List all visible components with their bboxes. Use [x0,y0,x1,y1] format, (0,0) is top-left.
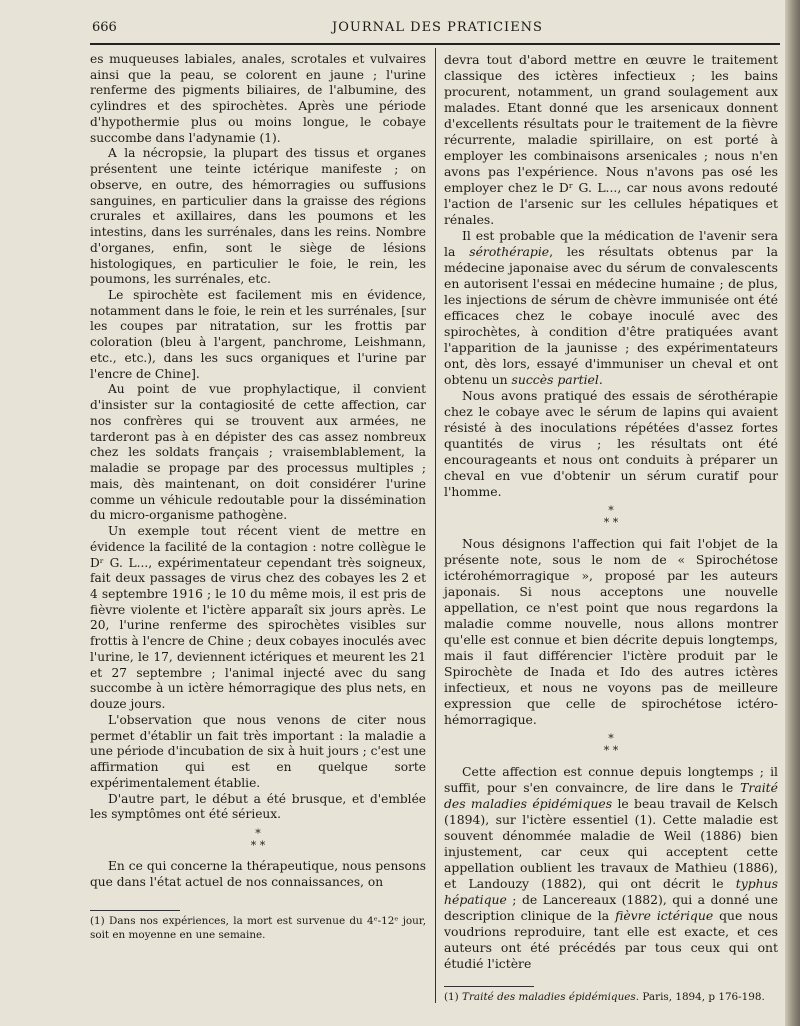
left-paragraph-5: Un exemple tout récent vient de mettre en évidence la facilité de la contagion : notre collègue le Dʳ G. L..., expérimentateur cependant très soigneux, fait deux passages de virus chez des cobayes les 2 et 4 septembre 1916 ; le 10 du même mois, il est pris de fièvre violente et l'ictère apparaît six jours après. Le 20, l'urine renferme des spirochètes visibles sur frottis à l'encre de Chine ; deux cobayes inoculés avec l'urine, le 17, deviennent ictériques et meurent les 21 et 27 septembre ; l'animal injecté avec du sang succombe à un ictère hémorragique des plus nets, en douze jours. [90,524,426,712]
right-paragraph-1: devra tout d'abord mettre en œuvre le traitement classique des ictères infectieux ; les bains procurent, notamment, un grand soulagement aux malades. Etant donné que les arsenicaux donnent d'excellents résultats pour le traitement de la fièvre récurrente, maladie spirillaire, on est porté à employer les combinaisons arsenicales ; nous n'en avons pas l'expérience. Nous n'avons pas osé les employer chez le Dʳ G. L..., car nous avons redouté l'action de l'arsenic sur les cellules hépatiques et rénales. [444,52,778,227]
left-paragraph-3: Le spirochète est facilement mis en évidence, notamment dans le foie, le rein et les surrénales, [sur les coupes par nitratation, sur les frottis par coloration (bleu à l'argent, panchrome, Leishmann, etc., etc.), dans les sucs organiques et l'urine par l'encre de Chine]. [90,288,426,381]
footnote-right: (1) Traité des maladies épidémiques. Paris, 1894, p 176-198. [444,991,765,1003]
left-column [90,52,426,890]
header-rule [90,43,780,45]
running-title: JOURNAL DES PRATICIENS [332,20,543,35]
book-spine-shadow [785,0,800,1026]
left-paragraph-1: es muqueuses labiales, anales, scrotales et vulvaires ainsi que la peau, se colorent en jaune ; l'urine renferme des pigments biliaires, de l'albumine, des cylindres et des spirochètes. Après une période d'hypothermie plus ou moins longue, le cobaye succombe dans l'adynamie (1). [90,52,426,145]
right-column [444,52,778,972]
right-paragraph-2: Il est probable que la médication de l'avenir sera la sérothérapie, les résultats obtenus par la médecine japonaise avec du sérum de convalescents en autorisent l'essai en médecine humaine ; de plus, les injections de sérum de chèvre immunisée ont été efficaces chez le cobaye inoculé avec des spirochètes, à condition d'être pratiquées avant l'apparition de la jaunisse ; des expérimentateurs ont, dès lors, essayé d'immuniser un cheval et ont obtenu un succès partiel. [444,228,778,387]
right-paragraph-3: Nous avons pratiqué des essais de sérothérapie chez le cobaye avec le sérum de lapins qui avaient résisté à des inoculations répétées d'assez fortes quantités de virus ; les résultats ont été encourageants et nous ont conduits à préparer un cheval en vue d'obtenir un sérum curatif pour l'homme. [444,388,778,499]
section-separator: * * * [603,732,619,757]
footnote-rule [90,910,180,911]
section-separator: * * * [603,504,619,529]
left-paragraph-4: Au point de vue prophylactique, il convient d'insister sur la contagiosité de cette affection, car nos confrères qui se trouvent aux armées, ne tarderont pas à en dépister des cas assez nombreux chez les soldats français ; vraisemblablement, la maladie se propage par des processus multiples ; mais, dès maintenant, on doit considérer l'urine comme un véhicule redoutable pour la dissémination du micro-organisme pathogène. [90,382,426,523]
right-paragraph-4: Nous désignons l'affection qui fait l'objet de la présente note, sous le nom de « Spirochétose ictérohémorragique », proposé par les auteurs japonais. Si nous acceptons une nouvelle appellation, ce n'est point que nous regardons la maladie comme nouvelle, nous allons montrer qu'elle est connue et bien décrite depuis longtemps, mais il faut différencier l'ictère produit par le Spirochète de Inada et Ido des autres ictères infectieux, et nous ne voyons pas de meilleure expression que celle de spirochétose ictéro-hémorragique. [444,536,778,727]
section-separator: * * * [250,826,266,852]
left-paragraph-8: En ce qui concerne la thérapeutique, nous pensons que dans l'état actuel de nos connaissances, on [90,858,426,889]
left-paragraph-2: A la nécropsie, la plupart des tissus et organes présentent une teinte ictérique manifeste ; on observe, en outre, des hémorragies ou suffusions sanguines, en particulier dans la graisse des régions crurales et axillaires, dans les poumons et les intestins, dans les surrénales, dans les reins. Nombre d'organes, enfin, sont le siège de lésions histologiques, en particulier le foie, le rein, les poumons, les surrénales, etc. [90,146,426,287]
page-number: 666 [92,20,117,35]
footnote-left: (1) Dans nos expériences, la mort est survenue du 4ᵉ-12ᵉ jour, soit en moyenne en une semaine. [90,915,426,941]
footnote-rule [444,986,534,987]
page-header [92,20,780,40]
left-paragraph-6: L'observation que nous venons de citer nous permet d'établir un fait très important : la maladie a une période d'incubation de six à huit jours ; c'est une affirmation qui est en quelque sorte expérimentalement établie. [90,712,426,790]
right-paragraph-5: Cette affection est connue depuis longtemps ; il suffit, pour s'en convaincre, de lire dans le Traité des maladies épidémiques le beau travail de Kelsch (1894), sur l'ictère essentiel (1). Cette maladie est souvent dénommée maladie de Weil (1886) bien injustement, car ceux qui acceptent cette appellation oublient les travaux de Mathieu (1886), et Landouzy (1882), qui ont décrit le typhus hépatique ; de Lancereaux (1882), qui a donné une description clinique de la fièvre ictérique que nous voudrions reproduire, tant elle est exacte, et ces auteurs ont été précédés par tous ceux qui ont étudié l'ictère [444,764,779,971]
column-divider [435,48,436,1003]
left-paragraph-7: D'autre part, le début a été brusque, et d'emblée les symptômes ont été sérieux. [90,791,426,822]
